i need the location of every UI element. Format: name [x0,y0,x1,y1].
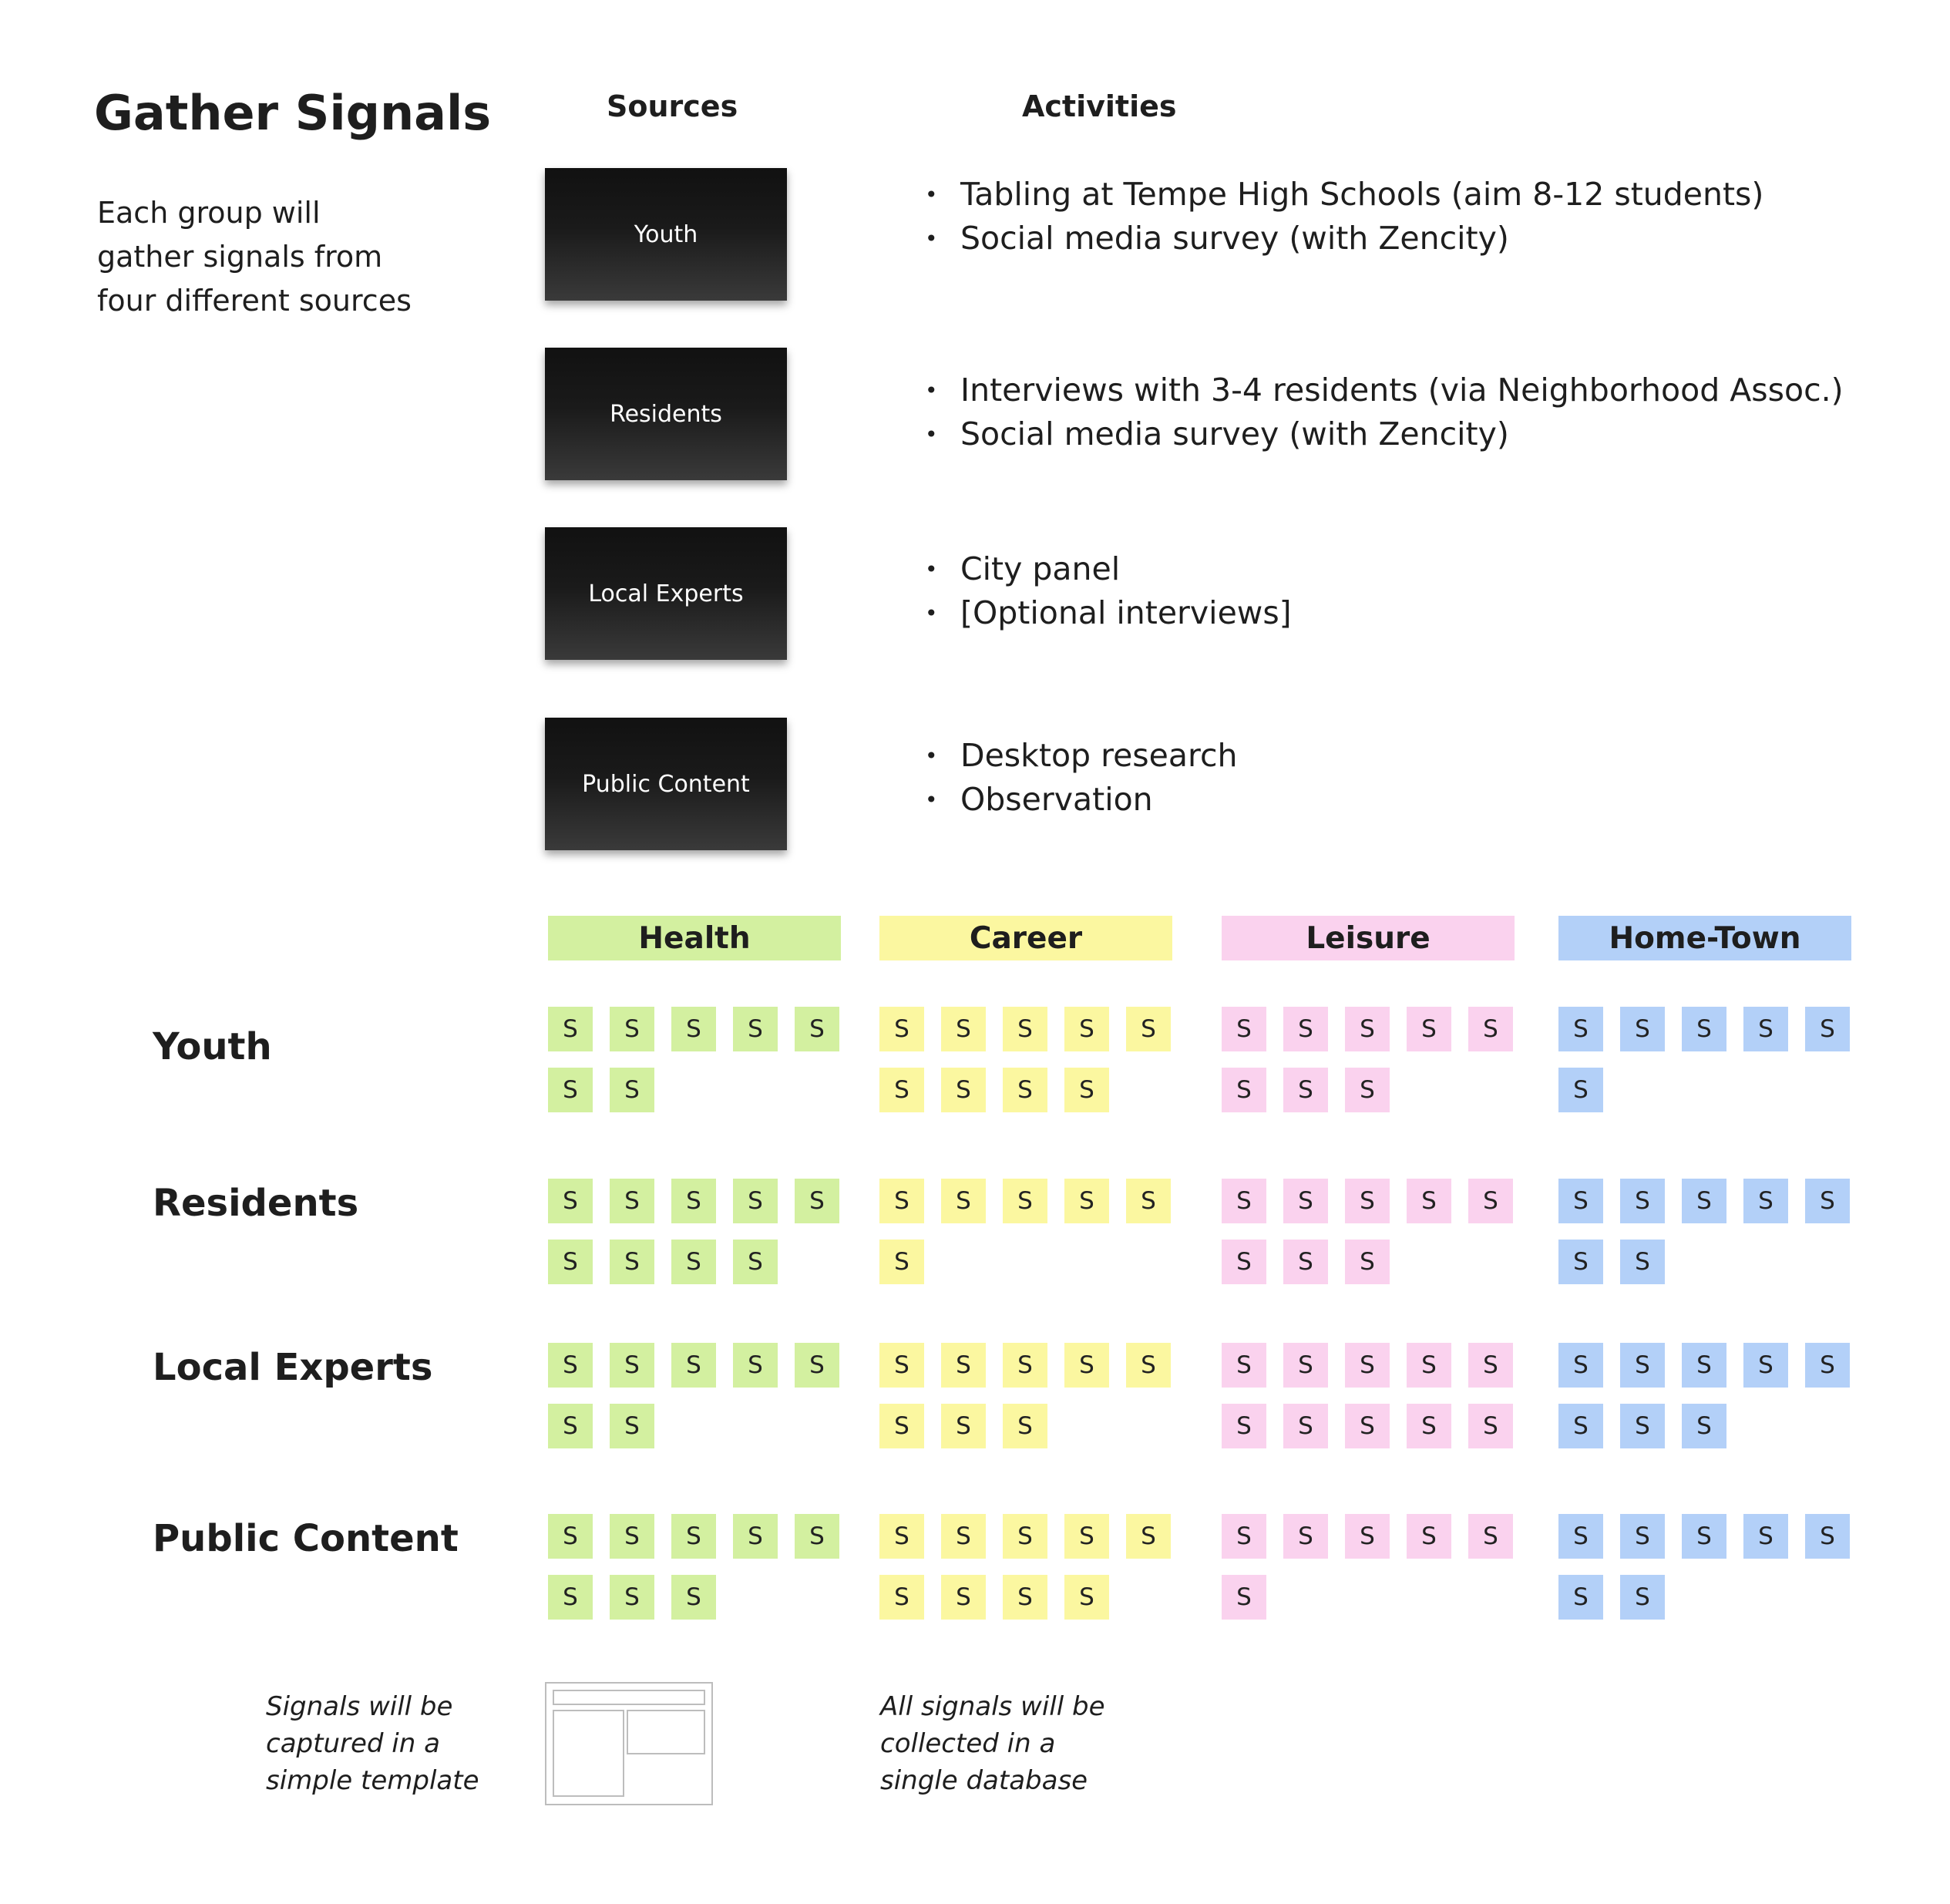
activity-item: • Tabling at Tempe High Schools (aim 8-12 students) [925,173,1763,217]
signal-sticky-note: S [941,1068,986,1112]
bullet-icon: • [925,743,938,769]
bullet-icon: • [925,422,938,447]
signal-sticky-note: S [1222,1343,1266,1388]
signal-sticky-note: S [941,1179,986,1223]
signal-sticky-note: S [671,1007,716,1051]
signal-sticky-note: S [1620,1240,1665,1284]
signal-sticky-note: S [1468,1404,1513,1448]
signal-sticky-note: S [1620,1179,1665,1223]
signal-sticky-note: S [610,1343,654,1388]
signal-sticky-note: S [941,1514,986,1559]
row-label-public-content: Public Content [153,1517,459,1560]
signal-sticky-note: S [671,1343,716,1388]
signal-sticky-note: S [1468,1343,1513,1388]
signal-sticky-note: S [671,1240,716,1284]
signal-sticky-note: S [1558,1179,1603,1223]
signal-sticky-note: S [1345,1343,1390,1388]
signal-sticky-note: S [1468,1179,1513,1223]
signal-sticky-note: S [548,1240,593,1284]
signal-sticky-note: S [1003,1575,1047,1620]
signal-sticky-note: S [941,1343,986,1388]
signal-sticky-note: S [1003,1404,1047,1448]
row-label-residents: Residents [153,1182,359,1225]
signal-sticky-note: S [1620,1575,1665,1620]
signal-sticky-note: S [1682,1007,1726,1051]
signal-sticky-note: S [1407,1343,1451,1388]
intro-text: Each group will gather signals from four different sources [97,196,412,318]
signal-sticky-note: S [610,1575,654,1620]
activities-list-youth [925,173,1763,261]
activity-item: • Social media survey (with Zencity) [925,412,1844,456]
signal-sticky-note: S [941,1007,986,1051]
signal-sticky-note: S [1407,1404,1451,1448]
bullet-icon: • [925,378,938,403]
bullet-icon: • [925,557,938,582]
signal-sticky-note: S [1682,1179,1726,1223]
signal-sticky-note: S [795,1179,839,1223]
signal-sticky-note: S [1345,1240,1390,1284]
activities-list-local-experts [925,547,1292,635]
signal-sticky-note: S [1222,1240,1266,1284]
source-card-local-experts: Local Experts [545,527,787,660]
signal-sticky-note: S [1126,1007,1171,1051]
category-home-town: Home-Town [1558,916,1851,960]
row-label-local-experts: Local Experts [153,1346,433,1389]
signal-sticky-note: S [548,1404,593,1448]
signal-sticky-note: S [548,1179,593,1223]
signal-sticky-note: S [1003,1007,1047,1051]
bullet-icon: • [925,226,938,251]
page-title: Gather Signals [94,85,492,141]
signal-sticky-note: S [879,1575,924,1620]
activities-list-residents [925,368,1844,456]
bullet-icon: • [925,600,938,626]
signal-sticky-note: S [1003,1068,1047,1112]
signal-sticky-note: S [610,1179,654,1223]
signal-sticky-note: S [1003,1514,1047,1559]
signal-sticky-note: S [1064,1575,1109,1620]
signal-sticky-note: S [548,1514,593,1559]
signal-sticky-note: S [1620,1343,1665,1388]
signal-sticky-note: S [1064,1343,1109,1388]
signal-sticky-note: S [879,1514,924,1559]
signal-sticky-note: S [1620,1007,1665,1051]
signal-sticky-note: S [1620,1514,1665,1559]
signal-sticky-note: S [733,1240,778,1284]
signal-sticky-note: S [671,1514,716,1559]
signal-sticky-note: S [1743,1343,1788,1388]
signal-sticky-note: S [733,1343,778,1388]
signal-sticky-note: S [1743,1007,1788,1051]
signal-sticky-note: S [1345,1068,1390,1112]
signal-sticky-note: S [1222,1404,1266,1448]
signal-sticky-note: S [1064,1068,1109,1112]
signal-sticky-note: S [1283,1240,1328,1284]
signal-sticky-note: S [879,1240,924,1284]
signal-sticky-note: S [1222,1068,1266,1112]
signal-sticky-note: S [1682,1514,1726,1559]
signal-sticky-note: S [879,1343,924,1388]
signal-sticky-note: S [548,1575,593,1620]
bullet-icon: • [925,787,938,812]
template-icon [545,1682,713,1805]
row-label-youth: Youth [153,1025,272,1068]
signal-sticky-note: S [1558,1068,1603,1112]
signal-sticky-note: S [548,1007,593,1051]
activity-item: • Interviews with 3-4 residents (via Neighborhood Assoc.) [925,368,1844,412]
signal-sticky-note: S [941,1404,986,1448]
signal-sticky-note: S [1468,1514,1513,1559]
signal-sticky-note: S [1126,1179,1171,1223]
signal-sticky-note: S [1468,1007,1513,1051]
signal-sticky-note: S [1682,1404,1726,1448]
signal-sticky-note: S [1222,1514,1266,1559]
activities-heading: Activities [1022,89,1177,123]
category-leisure: Leisure [1222,916,1515,960]
activities-list-public-content [925,734,1238,822]
signal-sticky-note: S [1743,1514,1788,1559]
signal-sticky-note: S [610,1404,654,1448]
signal-sticky-note: S [733,1179,778,1223]
signal-sticky-note: S [879,1068,924,1112]
template-note: Signals will be captured in a simple template [266,1691,479,1796]
activity-item: • Observation [925,778,1238,822]
source-card-public-content: Public Content [545,718,787,850]
activity-item: • [Optional interviews] [925,591,1292,635]
signal-sticky-note: S [1064,1179,1109,1223]
signal-sticky-note: S [879,1179,924,1223]
signal-sticky-note: S [1064,1007,1109,1051]
signal-sticky-note: S [1126,1343,1171,1388]
activity-item: • Desktop research [925,734,1238,778]
signal-sticky-note: S [795,1343,839,1388]
source-card-residents: Residents [545,348,787,480]
signal-sticky-note: S [879,1404,924,1448]
category-career: Career [879,916,1172,960]
signal-sticky-note: S [1283,1404,1328,1448]
signal-sticky-note: S [879,1007,924,1051]
signal-sticky-note: S [1003,1343,1047,1388]
signal-sticky-note: S [610,1514,654,1559]
signal-sticky-note: S [1558,1514,1603,1559]
signal-sticky-note: S [733,1514,778,1559]
signal-sticky-note: S [610,1240,654,1284]
signal-sticky-note: S [1682,1343,1726,1388]
signal-sticky-note: S [1345,1179,1390,1223]
signal-sticky-note: S [1805,1179,1850,1223]
signal-sticky-note: S [1283,1179,1328,1223]
signal-sticky-note: S [1407,1514,1451,1559]
sources-heading: Sources [607,89,738,123]
signal-sticky-note: S [1283,1007,1328,1051]
signal-sticky-note: S [1222,1575,1266,1620]
database-note: All signals will be collected in a single database [880,1691,1105,1796]
signal-sticky-note: S [1805,1343,1850,1388]
signal-sticky-note: S [1283,1343,1328,1388]
signal-sticky-note: S [610,1007,654,1051]
signal-sticky-note: S [1558,1007,1603,1051]
signal-sticky-note: S [1558,1343,1603,1388]
signal-sticky-note: S [548,1068,593,1112]
signal-sticky-note: S [1222,1179,1266,1223]
signal-sticky-note: S [1407,1179,1451,1223]
activity-item: • Social media survey (with Zencity) [925,217,1763,261]
activity-item: • City panel [925,547,1292,591]
signal-sticky-note: S [671,1179,716,1223]
signal-sticky-note: S [1407,1007,1451,1051]
signal-sticky-note: S [1620,1404,1665,1448]
signal-sticky-note: S [1003,1179,1047,1223]
signal-sticky-note: S [1558,1404,1603,1448]
signal-sticky-note: S [1345,1404,1390,1448]
signal-sticky-note: S [1345,1514,1390,1559]
signal-sticky-note: S [671,1575,716,1620]
signal-sticky-note: S [1805,1514,1850,1559]
signal-sticky-note: S [941,1575,986,1620]
signal-sticky-note: S [1064,1514,1109,1559]
signal-sticky-note: S [795,1514,839,1559]
signal-sticky-note: S [1126,1514,1171,1559]
signal-sticky-note: S [1805,1007,1850,1051]
signal-sticky-note: S [1283,1068,1328,1112]
signal-sticky-note: S [1222,1007,1266,1051]
signal-sticky-note: S [795,1007,839,1051]
signal-sticky-note: S [733,1007,778,1051]
signal-sticky-note: S [548,1343,593,1388]
signal-sticky-note: S [1558,1575,1603,1620]
signal-sticky-note: S [1345,1007,1390,1051]
source-card-youth: Youth [545,168,787,301]
signal-sticky-note: S [1743,1179,1788,1223]
signal-sticky-note: S [610,1068,654,1112]
bullet-icon: • [925,182,938,207]
signal-sticky-note: S [1558,1240,1603,1284]
category-health: Health [548,916,841,960]
signal-sticky-note: S [1283,1514,1328,1559]
